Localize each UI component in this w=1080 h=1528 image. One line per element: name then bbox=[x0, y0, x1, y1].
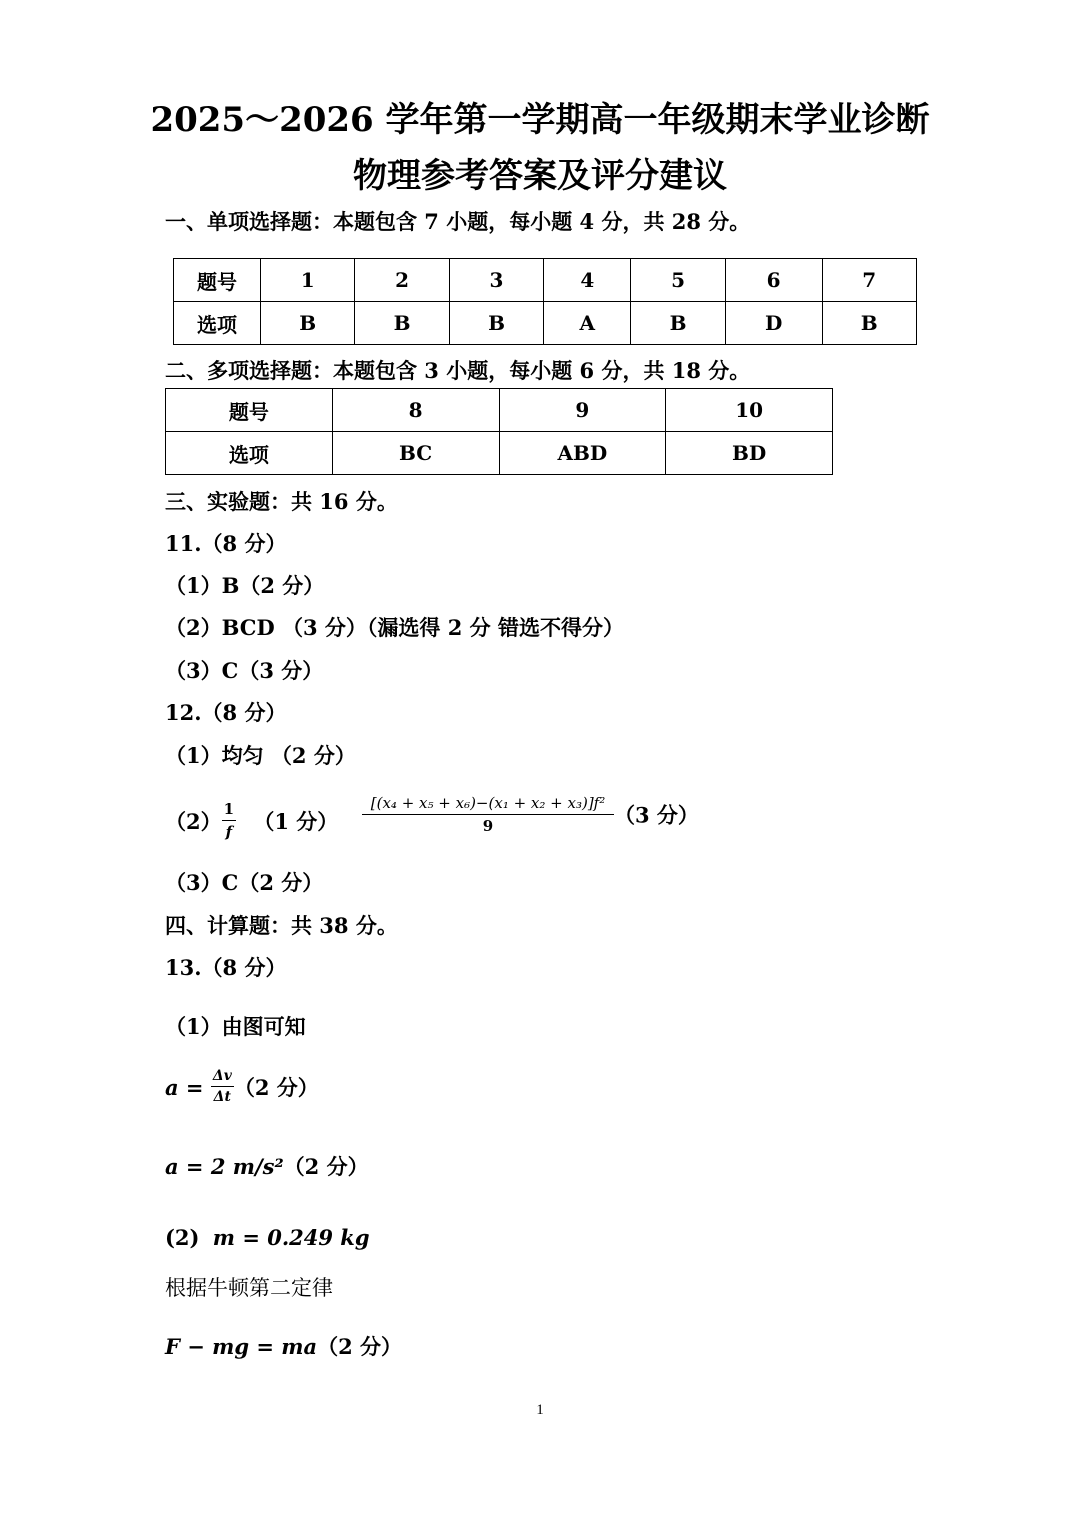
q11-part3: （3）C（3 分） bbox=[165, 658, 324, 683]
question-number: 6 bbox=[725, 259, 822, 302]
table-row bbox=[166, 432, 833, 475]
table-header-label: 题号 bbox=[166, 389, 333, 432]
q11-part1: （1）B（2 分） bbox=[165, 573, 325, 598]
table-answer-label: 选项 bbox=[174, 302, 261, 345]
eq1-numerator: Δv bbox=[211, 1068, 234, 1087]
q12-part1: （1）均匀 （2 分） bbox=[165, 743, 356, 768]
q13-eq3 bbox=[165, 1331, 402, 1361]
answer-cell: B bbox=[631, 302, 725, 345]
multi-choice-table bbox=[165, 388, 833, 475]
mass-eq: m = 0.249 kg bbox=[212, 1225, 370, 1250]
answer-cell: ABD bbox=[499, 432, 666, 475]
q13-eq2 bbox=[165, 1151, 369, 1181]
table-header-label: 题号 bbox=[174, 259, 261, 302]
q12-part2 bbox=[165, 800, 338, 841]
formula-denominator: 9 bbox=[482, 817, 494, 835]
answer-cell: A bbox=[544, 302, 631, 345]
formula-numerator: [(x₄ + x₅ + x₆)−(x₁ + x₂ + x₃)]f² bbox=[362, 794, 614, 815]
eq2-expr: a = 2 m/s² bbox=[165, 1154, 284, 1179]
table-answer-label: 选项 bbox=[166, 432, 333, 475]
question-number: 9 bbox=[499, 389, 666, 432]
answer-cell: B bbox=[355, 302, 449, 345]
title-line-2: 物理参考答案及评分建议 bbox=[353, 156, 727, 196]
question-number: 2 bbox=[355, 259, 449, 302]
question-number: 1 bbox=[261, 259, 355, 302]
question-number: 4 bbox=[544, 259, 631, 302]
title-line-1: 2025～2026 学年第一学期高一年级期末学业诊断 bbox=[150, 100, 930, 140]
answer-cell: B bbox=[822, 302, 917, 345]
q11-part2: （2）BCD （3 分）（漏选得 2 分 错选不得分） bbox=[165, 615, 624, 640]
question-number: 3 bbox=[449, 259, 543, 302]
answer-cell: B bbox=[261, 302, 355, 345]
q12-title: 12.（8 分） bbox=[165, 700, 287, 725]
eq1-score: （2 分） bbox=[233, 1075, 319, 1100]
q13-part1: （1）由图可知 bbox=[165, 1014, 306, 1039]
table-row bbox=[166, 389, 833, 432]
question-number: 5 bbox=[631, 259, 725, 302]
section4-heading: 四、计算题：共 38 分。 bbox=[165, 913, 398, 938]
frac-one-over-f bbox=[222, 800, 236, 841]
q12-part3: （3）C（2 分） bbox=[165, 870, 324, 895]
answer-cell: BD bbox=[666, 432, 833, 475]
newton-second-law-text: 根据牛顿第二定律 bbox=[165, 1276, 333, 1300]
section1-heading: 一、单项选择题：本题包含 7 小题，每小题 4 分，共 28 分。 bbox=[165, 209, 751, 234]
answer-cell: B bbox=[449, 302, 543, 345]
q13-eq1 bbox=[165, 1068, 319, 1105]
eq2-score: （2 分） bbox=[283, 1154, 369, 1179]
q13-title: 13.（8 分） bbox=[165, 955, 287, 980]
q12-part2-score2: （3 分） bbox=[614, 802, 699, 828]
frac-numerator: 1 bbox=[222, 800, 236, 821]
q12-part2-score1: （1 分） bbox=[253, 809, 339, 834]
question-number: 10 bbox=[666, 389, 833, 432]
section2-heading: 二、多项选择题：本题包含 3 小题，每小题 6 分，共 18 分。 bbox=[165, 358, 751, 383]
eq3-expr: F − mg = ma bbox=[165, 1334, 318, 1359]
eq3-score: （2 分） bbox=[317, 1334, 403, 1359]
eq1-denominator: Δt bbox=[213, 1089, 231, 1105]
frac-denominator: f bbox=[225, 823, 233, 841]
page-number: 1 bbox=[536, 1402, 544, 1418]
q13-part2-label: (2) bbox=[165, 1225, 200, 1250]
formula-fraction bbox=[362, 794, 614, 835]
single-choice-table bbox=[173, 258, 917, 345]
q12-acceleration-formula bbox=[362, 794, 699, 835]
question-number: 8 bbox=[332, 389, 499, 432]
question-number: 7 bbox=[822, 259, 917, 302]
table-row bbox=[174, 302, 917, 345]
section3-heading: 三、实验题：共 16 分。 bbox=[165, 489, 398, 514]
eq1-fraction bbox=[211, 1068, 234, 1105]
q11-title: 11.（8 分） bbox=[165, 531, 287, 556]
q12-part2-prefix: （2） bbox=[165, 809, 222, 834]
table-row bbox=[174, 259, 917, 302]
q13-part2 bbox=[165, 1225, 370, 1250]
answer-cell: BC bbox=[332, 432, 499, 475]
answer-cell: D bbox=[725, 302, 822, 345]
eq1-lhs: a = bbox=[165, 1075, 204, 1100]
